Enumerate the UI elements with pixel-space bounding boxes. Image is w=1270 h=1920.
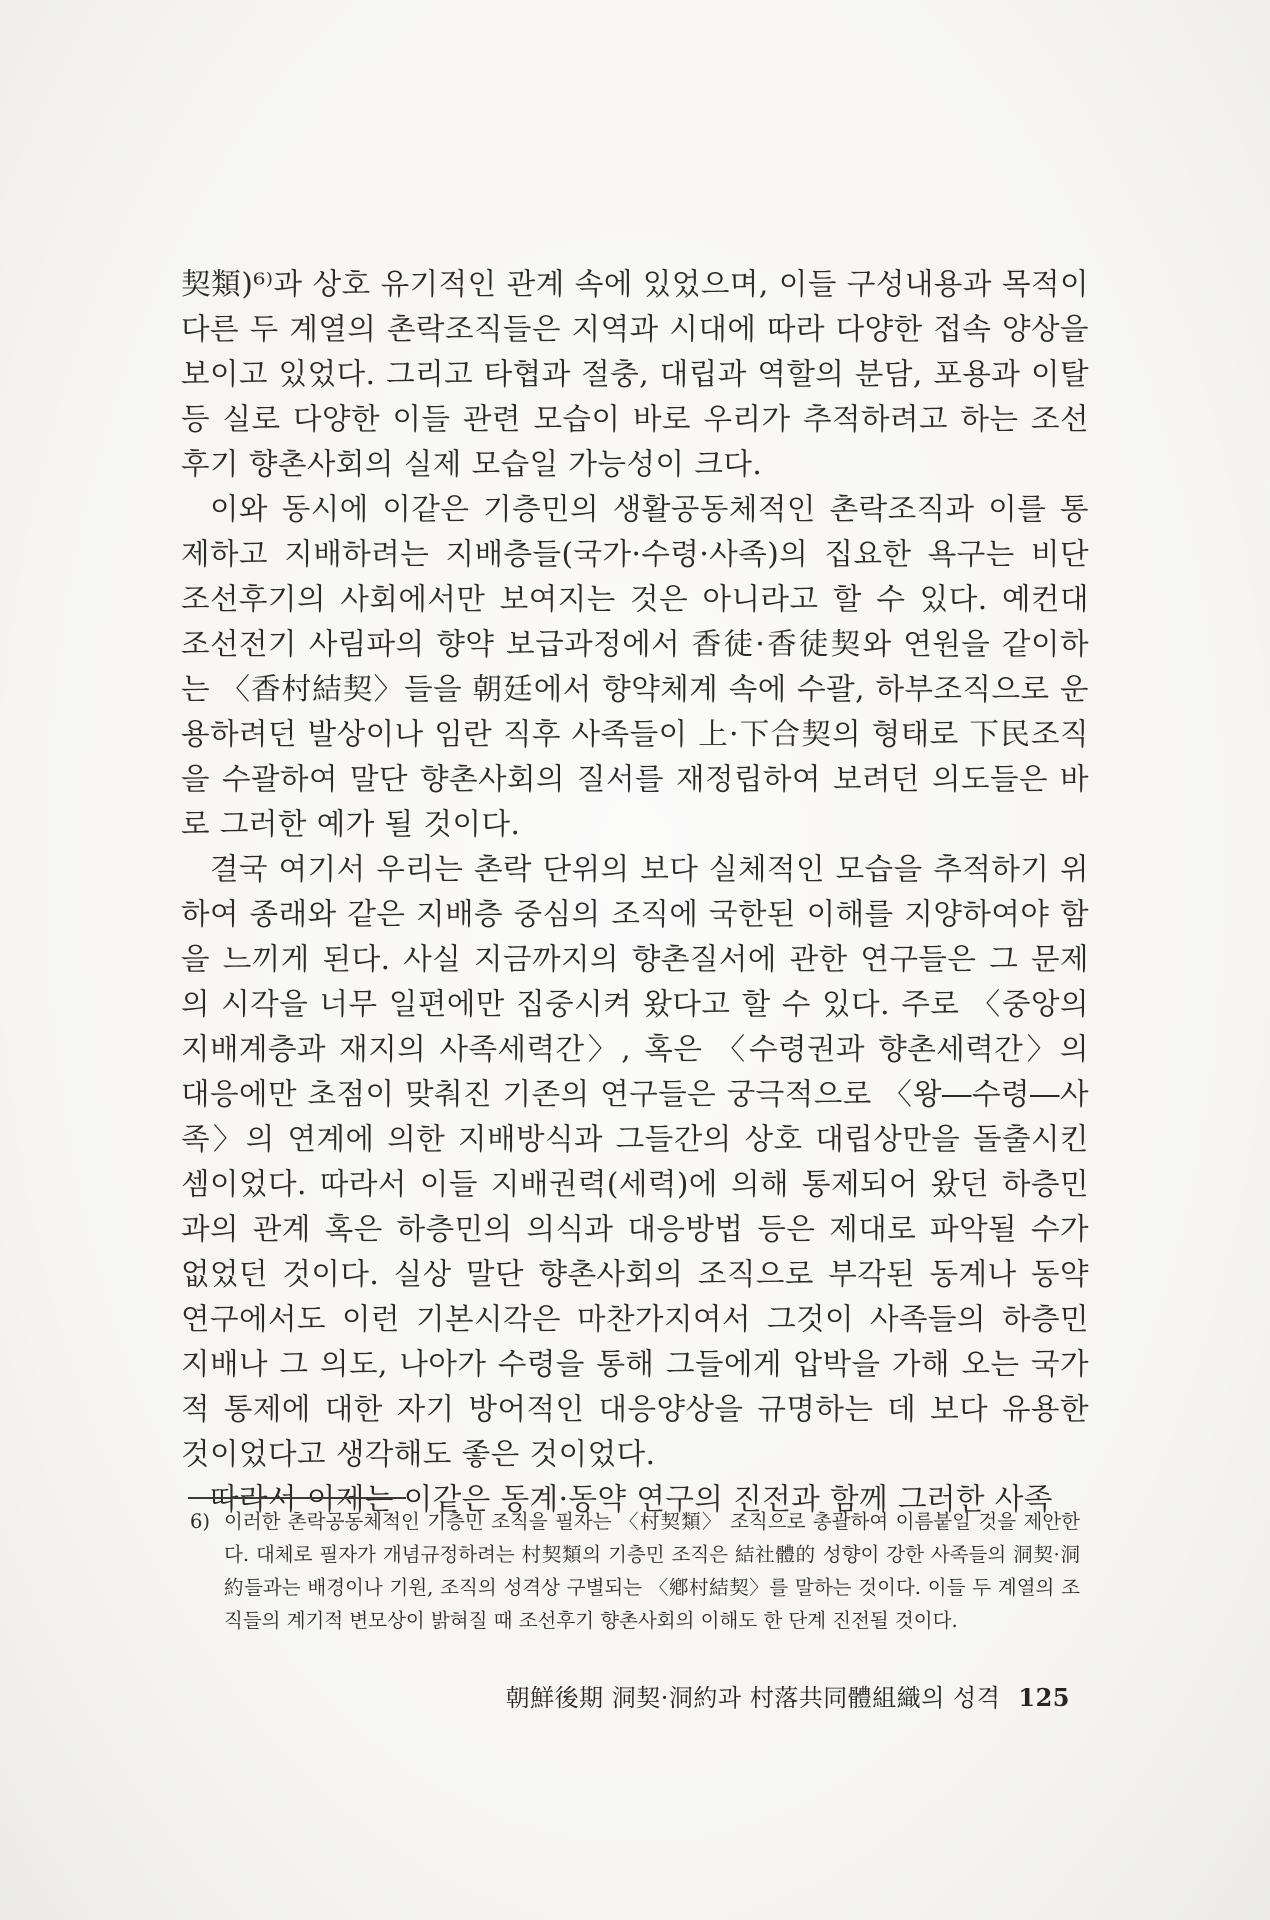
- footnote: [190, 1505, 1080, 1637]
- running-footer: [440, 1678, 1070, 1713]
- body-paragraph-1: 契類)⁶⁾과 상호 유기적인 관계 속에 있었으며, 이들 구성내용과 목적이 다른 두 계열의 촌락조직들은 지역과 시대에 따라 다양한 접속 양상을 보이고 있었다. 그리고 타협과 절충, 대립과 역할의 분담, 포용과 이탈 등 실로 다양한 이들 관련 모습이 바로 우리가 추적하려고 하는 조선후기 향촌사회의 실제 모습일 가능성이 크다.: [181, 267, 1089, 481]
- footnote-text: 이러한 촌락공동체적인 기층민 조직을 필자는 〈村契類〉 조직으로 총괄하여 이름붙일 것을 제안한다. 대체로 필자가 개념규정하려는 村契類의 기층민 조직은 結社體的 성향이 강한 사족들의 洞契·洞約들과는 배경이나 기원, 조직의 성격상 구별되는 〈鄕村結契〉를 말하는 것이다. 이들 두 계열의 조직들의 계기적 변모상이 밝혀질 때 조선후기 향촌사회의 이해도 한 단계 진전될 것이다.: [224, 1510, 1080, 1632]
- body-text: [181, 262, 1089, 1522]
- body-paragraph-2: 이와 동시에 이같은 기층민의 생활공동체적인 촌락조직과 이를 통제하고 지배하려는 지배층들(국가·수령·사족)의 집요한 욕구는 비단 조선후기의 사회에서만 보여지는 것은 아니라고 할 수 있다. 예컨대 조선전기 사림파의 향약 보급과정에서 香徒·香徒契와 연원을 같이하는 〈香村結契〉들을 朝廷에서 향약체계 속에 수괄, 하부조직으로 운용하려던 발상이나 임란 직후 사족들이 上·下合契의 형태로 下民조직을 수괄하여 말단 향촌사회의 질서를 재정립하여 보려던 의도들은 바로 그러한 예가 될 것이다.: [181, 492, 1089, 841]
- footnote-number: 6): [190, 1510, 211, 1533]
- page-number: 125: [1018, 1683, 1070, 1712]
- body-paragraph-4: 따라서 이제는 이같은 동계·동약 연구의 진전과 함께 그러한 사족: [210, 1482, 1053, 1516]
- footnote-divider: [188, 1497, 406, 1499]
- running-title: 朝鮮後期 洞契·洞約과 村落共同體組織의 성격: [505, 1684, 1001, 1712]
- body-paragraph-3: 결국 여기서 우리는 촌락 단위의 보다 실체적인 모습을 추적하기 위하여 종래와 같은 지배층 중심의 조직에 국한된 이해를 지양하여야 함을 느끼게 된다. 사실 지금까지의 향촌질서에 관한 연구들은 그 문제의 시각을 너무 일편에만 집중시켜 왔다고 할 수 있다. 주로 〈중앙의 지배계층과 재지의 사족세력간〉, 혹은 〈수령권과 향촌세력간〉의 대응에만 초점이 맞춰진 기존의 연구들은 궁극적으로 〈왕―수령―사족〉의 연계에 의한 지배방식과 그들간의 상호 대립상만을 돌출시킨 셈이었다. 따라서 이들 지배권력(세력)에 의해 통제되어 왔던 하층민과의 관계 혹은 하층민의 의식과 대응방법 등은 제대로 파악될 수가 없었던 것이다. 실상 말단 향촌사회의 조직으로 부각된 동계나 동약 연구에서도 이런 기본시각은 마찬가지여서 그것이 사족들의 하층민 지배나 그 의도, 나아가 수령을 통해 그들에게 압박을 가해 오는 국가적 통제에 대한 자기 방어적인 대응양상을 규명하는 데 보다 유용한 것이었다고 생각해도 좋은 것이었다.: [181, 852, 1089, 1471]
